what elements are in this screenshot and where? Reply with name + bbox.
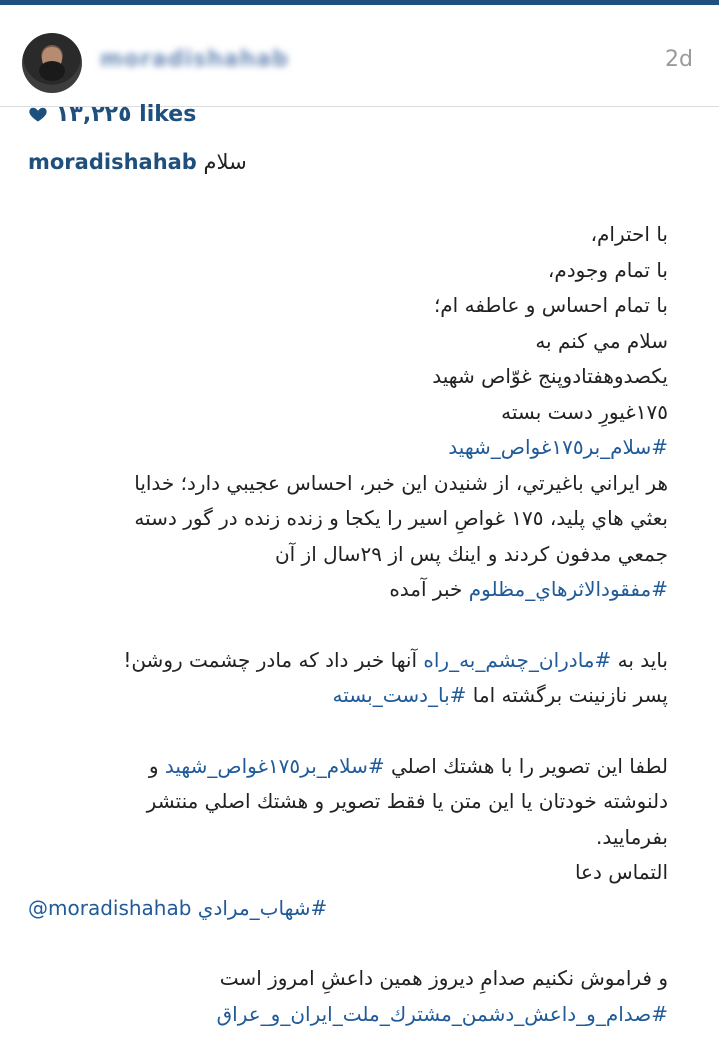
hashtag-link[interactable]: #با_دست_بسته (332, 683, 467, 707)
caption-line (28, 146, 247, 179)
hashtag-link[interactable]: #شهاب_مرادي (197, 895, 328, 920)
text-line: و فراموش نكنيم صدامِ ديروز همين داعشِ امروز است (219, 966, 668, 990)
text-line: با تمام وجودم، (547, 257, 668, 282)
text-line (28, 643, 668, 679)
text-fragment: آنها خبر داد كه مادر چشمت روشن! (123, 647, 424, 672)
text-line: دلنوشته خودتان يا اين متن يا فقط تصوير و هشتك اصلي منتشر (146, 789, 668, 813)
text-line: بعثي هاي پليد، ١٧٥ غواصِ اسير را يكجا و زنده زنده در گور دسته (134, 506, 668, 530)
hashtag-link[interactable]: #صدام_و_داعش_دشمن_مشترك_ملت_ايران_و_عراق (216, 1001, 668, 1026)
text-line: با احترام، (590, 222, 668, 246)
caption-username[interactable]: moradishahab (28, 150, 197, 174)
text-line: يكصدوهفتادوپنج غوّاص شهيد (432, 364, 668, 388)
text-line: ١٧٥غيورِ دست بسته (501, 399, 668, 424)
post-header (0, 5, 719, 107)
hashtag-link[interactable]: #سلام_بر١٧٥غواص_شهيد (448, 435, 668, 459)
text-line: هر ايراني باغيرتي، از شنيدن اين خبر، احساس عجيبي دارد؛ خدايا (134, 470, 668, 495)
avatar[interactable] (22, 33, 82, 93)
text-line (28, 749, 668, 785)
text-line (28, 891, 668, 927)
hashtag-line (28, 430, 668, 466)
caption-body (28, 217, 668, 1032)
text-fragment: پسر نازنينت برگشته اما (466, 683, 668, 707)
likes-count[interactable] (28, 100, 196, 128)
heart-icon (28, 104, 48, 124)
hashtag-link[interactable]: #مفقودالاثرهاي_مظلوم (468, 577, 668, 601)
line-spacer (28, 714, 668, 749)
text-line: بفرماييد. (596, 824, 668, 849)
mention-link[interactable]: @moradishahab (28, 895, 192, 920)
hashtag-line (28, 997, 668, 1033)
text-line (28, 572, 668, 608)
text-line: سلام مي كنم به (535, 328, 668, 353)
line-spacer (28, 608, 668, 643)
likes-text: ١٣,٢٢٥ likes (56, 101, 197, 127)
username-link[interactable]: moradishahab (100, 47, 289, 72)
text-line (28, 678, 668, 714)
post-time: 2d (665, 47, 693, 72)
line-spacer (28, 926, 668, 961)
hashtag-link[interactable]: #سلام_بر١٧٥غواص_شهيد (164, 753, 385, 778)
text-line: التماس دعا (574, 860, 668, 884)
text-fragment: بايد به (611, 647, 668, 672)
caption-first-word: سلام (203, 150, 247, 174)
text-line: با تمام احساس و عاطفه ام؛ (433, 293, 668, 317)
text-fragment: خبر آمده (389, 577, 469, 601)
hashtag-link[interactable]: #مادران_چشم_به_راه (423, 647, 612, 672)
text-fragment: و (148, 753, 165, 778)
avatar-beard (39, 61, 65, 81)
text-fragment: لطفا اين تصوير را با هشتك اصلي (384, 753, 668, 778)
text-line: جمعي مدفون كردند و اينك پس از ٢٩سال از آن (274, 541, 668, 566)
